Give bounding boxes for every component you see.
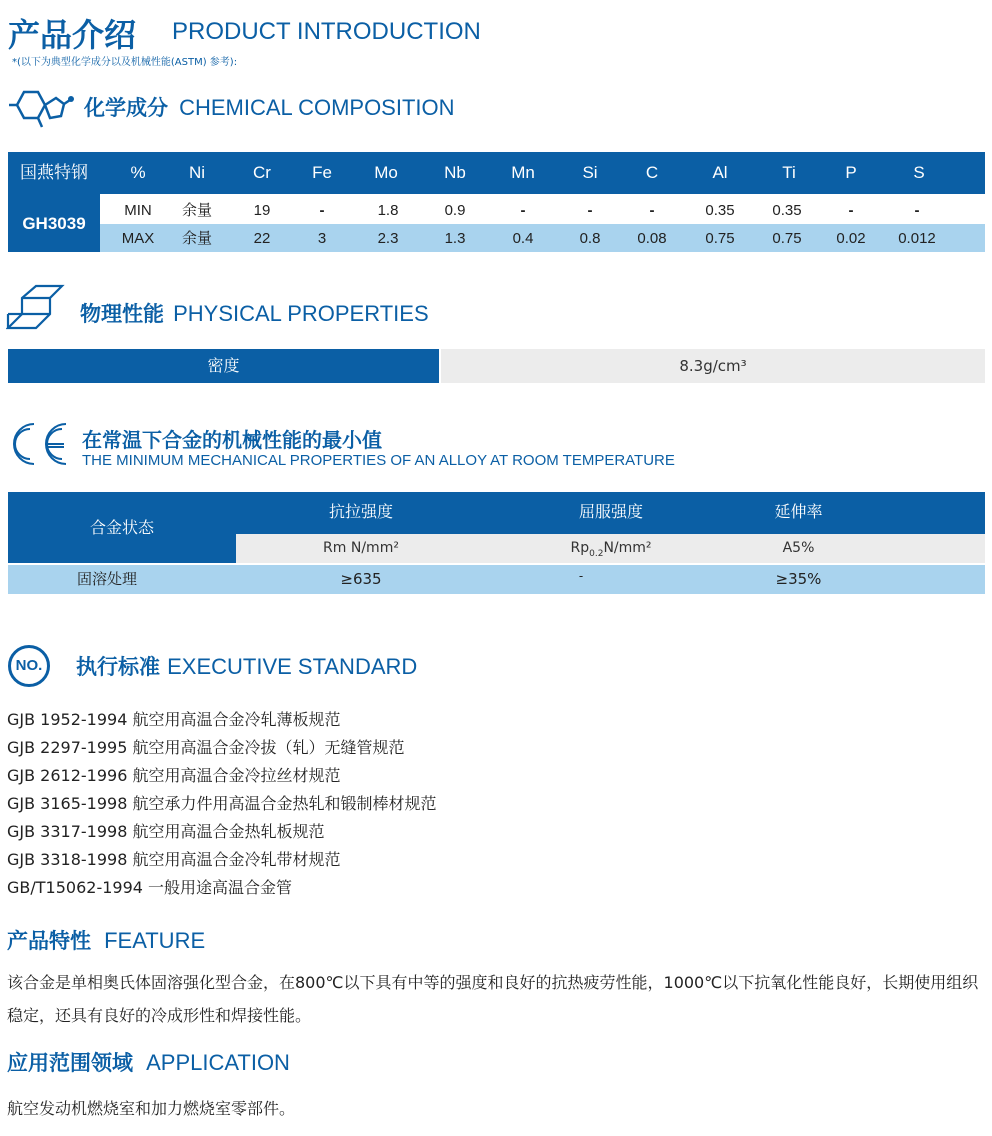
feature-text: 该合金是单相奥氏体固溶强化型合金，在800℃以下具有中等的强度和良好的抗热疲劳性能，1000℃以下抗氧化性能良好，长期使用组织稳定，还具有良好的冷成形性和焊接性能。: [7, 973, 979, 1025]
chemical-title-cn: 化学成分: [84, 96, 168, 120]
unit-elongation: A5%: [782, 540, 815, 556]
chemical-heading: [84, 92, 455, 122]
table-cell: -: [587, 202, 593, 219]
table-cell: -: [520, 202, 526, 219]
feature-title-cn: 产品特性: [7, 929, 91, 953]
table-cell: 19: [253, 202, 271, 219]
header-cell-yield: 屈服强度: [578, 502, 643, 521]
table-cell: 0.4: [512, 230, 534, 247]
page-title-cn: 产品介绍: [8, 16, 137, 54]
header-cell: %: [130, 163, 146, 182]
table-cell: 0.8: [579, 230, 601, 247]
header-cell: P: [845, 163, 857, 182]
header-cell: Cr: [253, 163, 271, 182]
standard-item: GJB 2297-1995 航空用高温合金冷拔（轧）无缝管规范: [7, 738, 405, 757]
chemical-title-en: CHEMICAL COMPOSITION: [179, 95, 455, 120]
standard-item: GJB 3165-1998 航空承力件用高温合金热轧和锻制棒材规范: [7, 794, 437, 813]
table-cell: 3: [317, 230, 327, 247]
unit-yield-tail: N/mm²: [603, 540, 652, 556]
standard-item: GB/T15062-1994 一般用途高温合金管: [7, 878, 293, 897]
table-cell: 余量: [181, 202, 212, 219]
table-cell: -: [848, 202, 854, 219]
unit-yield-main: Rp: [570, 540, 590, 556]
chemical-table-header: [8, 152, 985, 194]
application-title-en: APPLICATION: [146, 1050, 290, 1075]
unit-tensile: Rm N/mm²: [323, 540, 399, 556]
page-title-en: PRODUCT INTRODUCTION: [172, 18, 481, 45]
unit-yield-sub: 0.2: [589, 548, 604, 559]
standard-item: GJB 2612-1996 航空用高温合金冷拉丝材规范: [7, 766, 341, 785]
table-cell: 22: [253, 230, 271, 247]
table-cell: 0.35: [772, 202, 802, 219]
application-heading: [7, 1047, 290, 1077]
header-cell: Nb: [444, 163, 466, 182]
grade-cell: GH3039: [8, 194, 100, 252]
mechanical-title-cn: 在常温下合金的机械性能的最小值: [82, 428, 382, 452]
header-cell: C: [645, 163, 659, 182]
header-cell-elongation: 延伸率: [774, 502, 823, 521]
header-cell-tensile: 抗拉强度: [328, 502, 393, 521]
density-label: 密度: [8, 349, 439, 383]
physical-title-en: PHYSICAL PROPERTIES: [173, 301, 429, 326]
mechanical-data-row: [8, 565, 985, 594]
table-cell: 0.75: [772, 230, 802, 247]
header-cell-state: 合金状态: [89, 518, 154, 537]
standard-item: GJB 3317-1998 航空用高温合金热轧板规范: [7, 822, 325, 841]
reference-note: *(以下为典型化学成分以及机械性能(ASTM) 参考):: [12, 57, 238, 68]
header-cell: Fe: [312, 163, 332, 182]
table-cell: 0.08: [637, 230, 667, 247]
physical-title-cn: 物理性能: [80, 302, 164, 326]
standard-title-en: EXECUTIVE STANDARD: [167, 654, 418, 679]
table-cell: 1.3: [444, 230, 466, 247]
table-cell: 余量: [181, 230, 212, 247]
density-value: 8.3g/cm³: [441, 349, 985, 383]
header-cell: 国燕特钢: [20, 163, 88, 182]
unit-yield: [486, 534, 736, 569]
table-cell: -: [649, 202, 655, 219]
table-cell: MAX: [121, 230, 155, 247]
table-cell: MIN: [124, 202, 152, 219]
standard-heading: [76, 651, 417, 681]
row-yield: -: [578, 569, 584, 583]
number-badge-icon: NO.: [8, 645, 50, 687]
application-title-cn: 应用范围领域: [7, 1051, 133, 1075]
molecule-icon: [6, 82, 76, 130]
table-cell: 0.02: [836, 230, 866, 247]
header-cell: Si: [582, 163, 598, 182]
mechanical-unit-row: [236, 534, 985, 563]
header-cell: Al: [712, 163, 728, 182]
table-cell: 0.75: [705, 230, 735, 247]
header-cell: Mo: [374, 163, 398, 182]
header-cell: Ni: [188, 163, 206, 182]
standard-item: GJB 1952-1994 航空用高温合金冷轧薄板规范: [7, 710, 341, 729]
table-row-max: [8, 224, 985, 252]
table-cell: 1.8: [377, 202, 399, 219]
application-text: 航空发动机燃烧室和加力燃烧室零部件。: [7, 1099, 296, 1118]
table-cell: 0.35: [705, 202, 735, 219]
header-cell: Ti: [782, 163, 796, 182]
standard-title-cn: 执行标准: [76, 655, 160, 679]
feature-title-en: FEATURE: [104, 928, 206, 953]
table-cell: -: [914, 202, 920, 219]
mechanical-title-en: THE MINIMUM MECHANICAL PROPERTIES OF AN ALLOY AT ROOM TEMPERATURE: [82, 452, 675, 469]
table-cell: -: [319, 202, 325, 219]
table-cell: 2.3: [377, 230, 399, 247]
table-cell: 0.9: [444, 202, 466, 219]
standard-item: GJB 3318-1998 航空用高温合金冷轧带材规范: [7, 850, 341, 869]
row-elongation: ≥35%: [775, 570, 822, 588]
table-cell: 0.012: [898, 230, 936, 247]
feature-heading: [7, 925, 205, 955]
row-tensile: ≥635: [340, 570, 382, 588]
header-cell: S: [913, 163, 925, 182]
ce-mark-icon: [6, 420, 70, 468]
profile-bar-icon: [6, 284, 68, 332]
table-row-min: [8, 196, 985, 224]
physical-heading: [80, 298, 429, 328]
row-state: 固溶处理: [76, 570, 137, 588]
header-cell: Mn: [511, 163, 535, 182]
